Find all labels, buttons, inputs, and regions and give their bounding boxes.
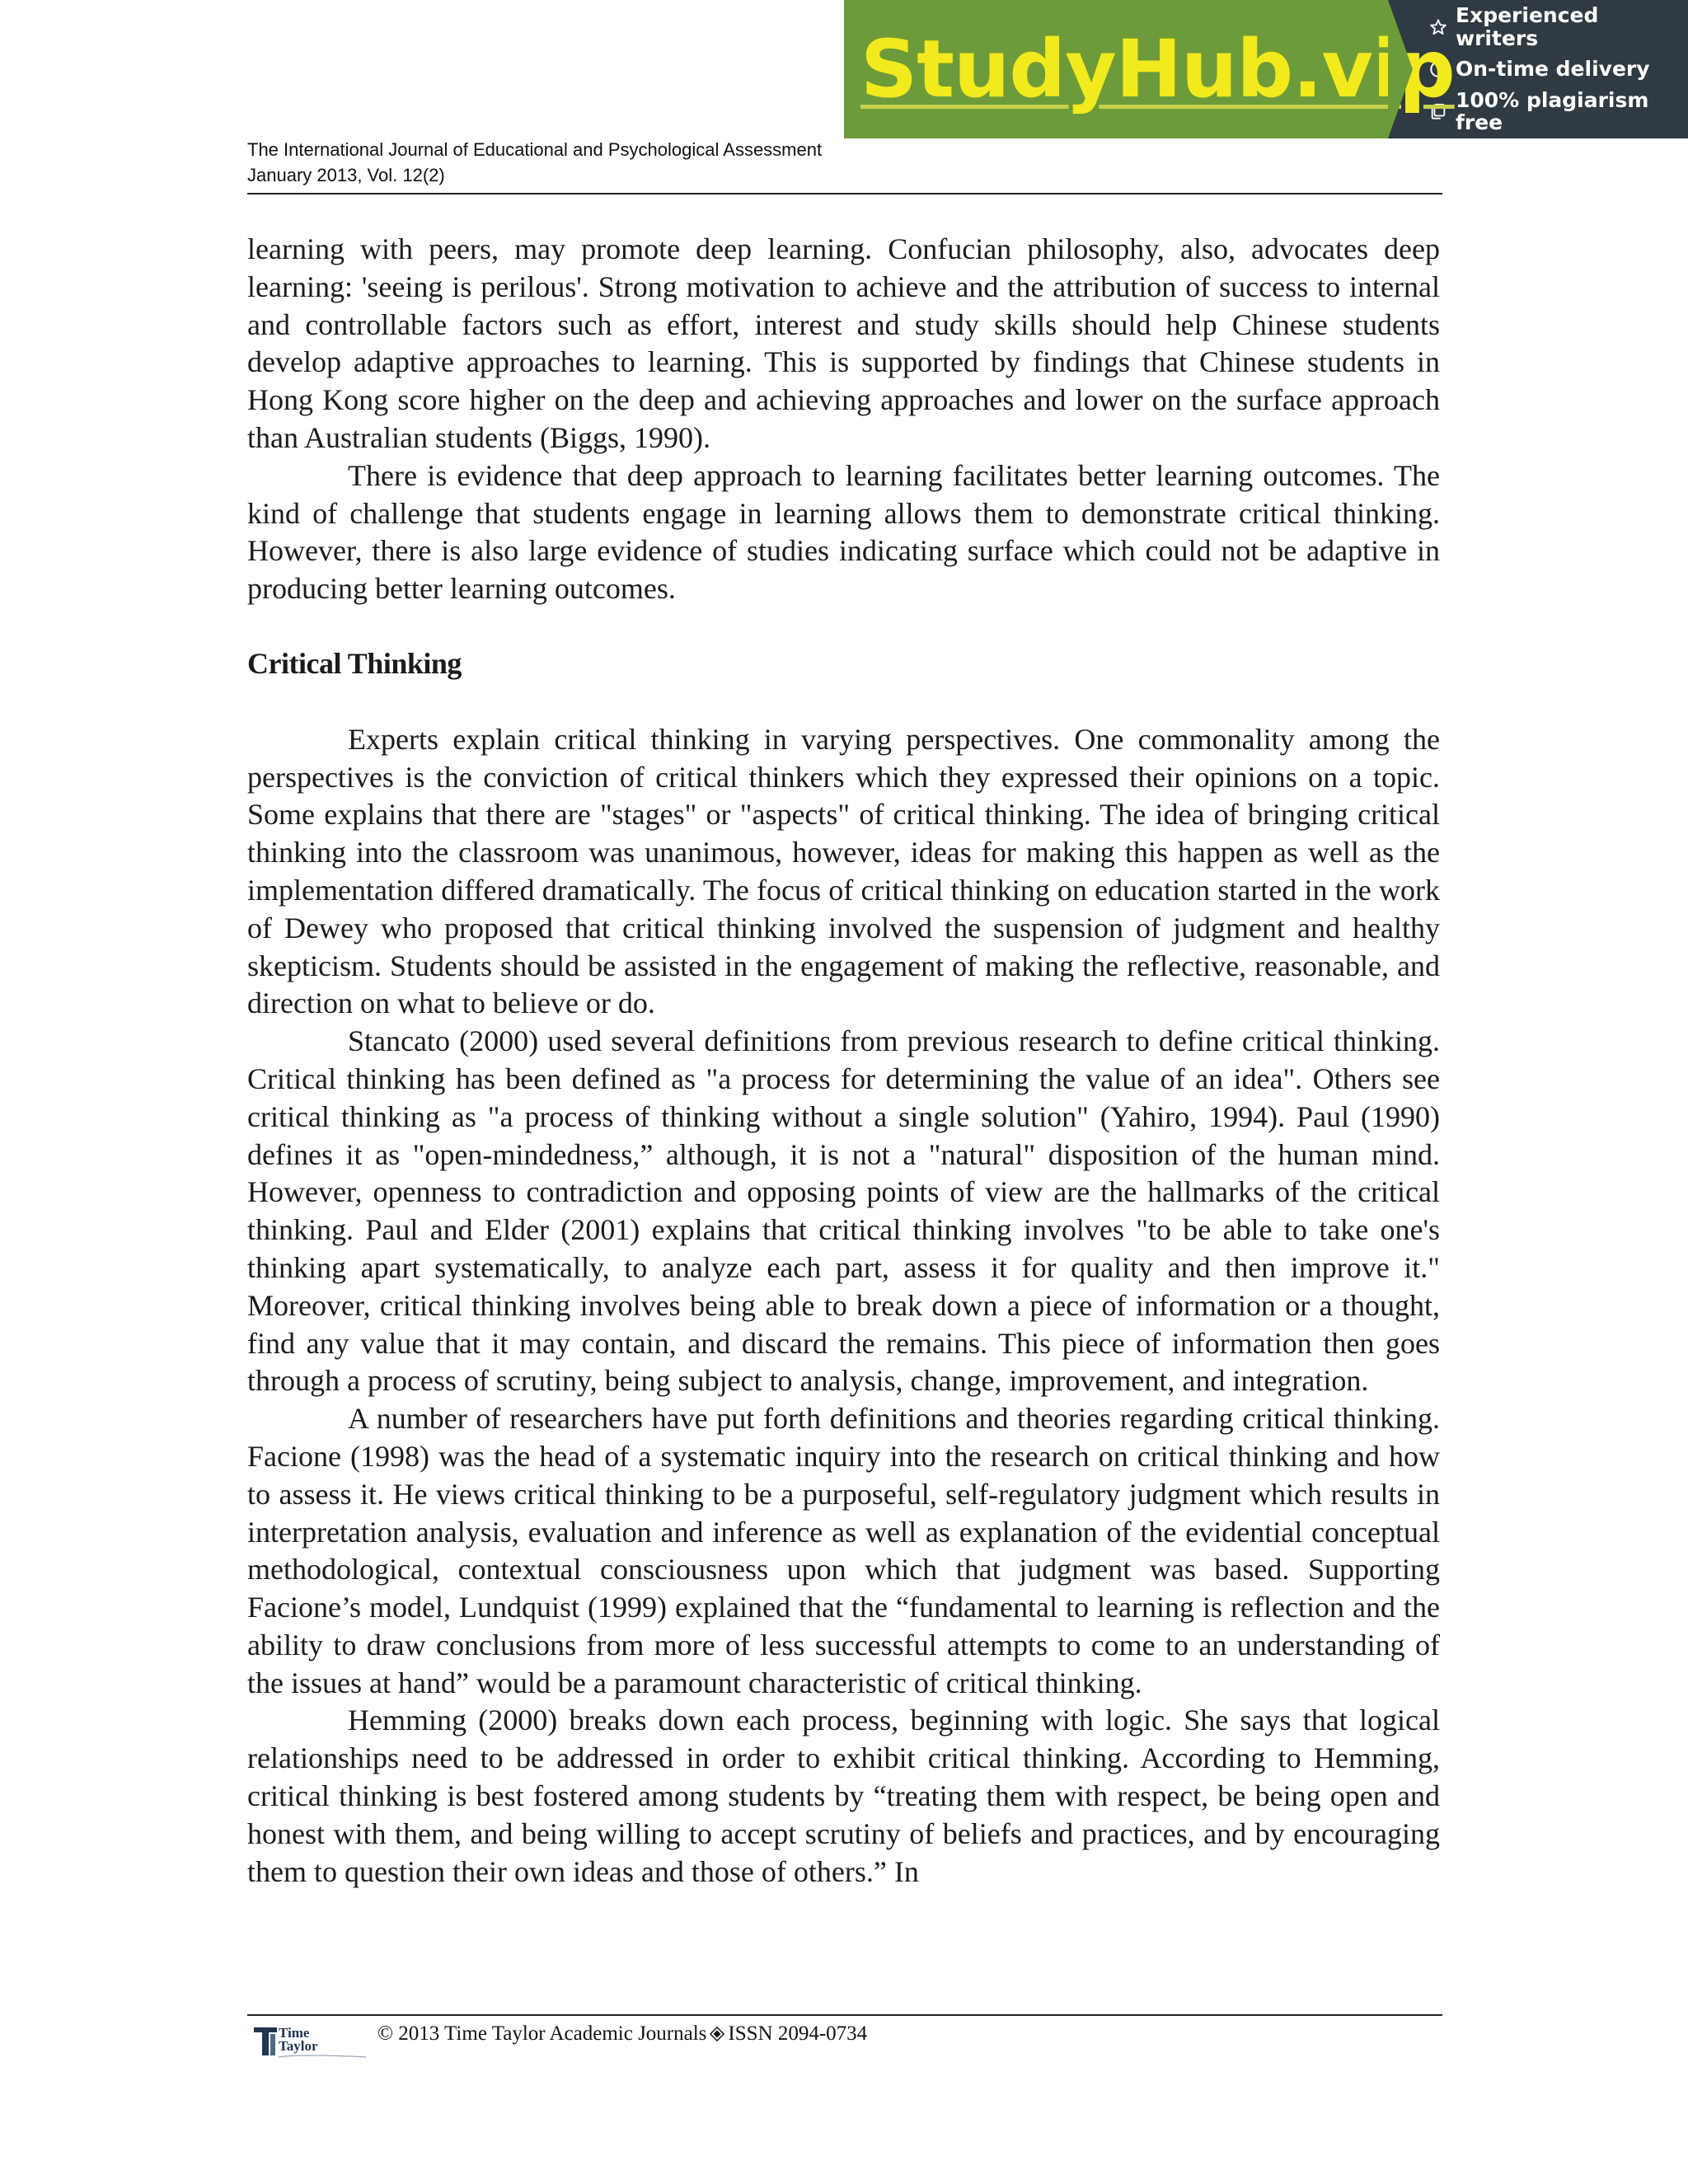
copyright-text: © 2013 Time Taylor Academic Journals	[377, 2022, 707, 2045]
feature-on-time-delivery	[1429, 58, 1688, 81]
header-divider	[247, 193, 1442, 194]
logo-word-time: Time	[279, 2025, 310, 2041]
studyhub-logo-text: StudyHub.vip	[860, 23, 1455, 115]
paragraph: learning with peers, may promote deep learning. Confucian philosophy, also, advocates deep learning: 'seeing is perilous'. Strong motivation to achieve and the attribution of success to internal and controllable factors such as effort, interest and study skills should help Chinese students develop adaptive approaches to learning. This is supported by findings that Chinese students in Hong Kong score higher on the deep and achieving approaches and lower on the surface approach than Australian students (Biggs, 1990).	[247, 232, 1440, 454]
footer-divider	[247, 2014, 1442, 2016]
journal-title: The International Journal of Educational and Psychological Assessment	[247, 139, 823, 160]
feature-label: Experienced writers	[1456, 3, 1599, 50]
issn-text: ISSN 2094-0734	[728, 2022, 868, 2045]
studyhub-banner[interactable]	[844, 0, 1688, 138]
feature-plagiarism-free	[1429, 89, 1688, 134]
time-taylor-logo-icon	[252, 2021, 368, 2062]
paragraph: Stancato (2000) used several definitions from previous research to define critical thinking. Critical thinking has been defined as "a process for determining the value of an idea". Others see critical thinking as "a process of thinking without a single solution" (Yahiro, 1994). Paul (1990) defines it as "open-mindedness,” although, it is not a "natural" disposition of the human mind. However, openness to contradiction and opposing points of view are the hallmarks of the critical thinking. Paul and Elder (2001) explains that critical thinking involves "to be able to take one's thinking apart systematically, to analyze each part, assess it for quality and then improve it." Moreover, critical thinking involves being able to break down a piece of information or a thought, find any value that it may contain, and discard the remains. This piece of information then goes through a process of scrutiny, being subject to analysis, change, improvement, and integration.	[247, 1024, 1440, 1398]
footer-text	[377, 2022, 867, 2046]
paragraph: There is evidence that deep approach to learning facilitates better learning outcomes. The kind of challenge that students engage in learning allows them to demonstrate critical thinking. However, there is also large evidence of studies indicating surface which could not be adaptive in producing better learning outcomes.	[247, 458, 1440, 606]
logo-word-taylor: Taylor	[279, 2038, 318, 2054]
paragraph: Hemming (2000) breaks down each process, beginning with logic. She says that logical relationships need to be addressed in order to exhibit critical thinking. According to Hemming, critical thinking is best fostered among students by “treating them with respect, be being open and honest with them, and being willing to accept scrutiny of beliefs and practices, and by encouraging them to question their own ideas and those of others.” In	[247, 1704, 1440, 1888]
feature-label: 100% plagiarism free	[1456, 87, 1649, 135]
feature-label: On-time delivery	[1456, 57, 1650, 82]
section-heading: Critical Thinking	[247, 646, 462, 680]
paragraph: Experts explain critical thinking in varying perspectives. One commonality among the perspectives is the conviction of critical thinkers which they expressed their opinions on a topic. Some explains that there are "stages" or "aspects" of critical thinking. The idea of bringing critical thinking into the classroom was unanimous, however, ideas for making this happen as well as the implementation differed dramatically. The focus of critical thinking on education started in the work of Dewey who proposed that critical thinking involved the suspension of judgment and healthy skepticism. Students should be assisted in the engagement of making the reflective, reasonable, and direction on what to believe or do.	[247, 722, 1440, 1020]
article-body	[247, 231, 1440, 1891]
journal-header	[247, 137, 1442, 188]
studyhub-logo[interactable]	[844, 0, 1455, 138]
paragraph: A number of researchers have put forth definitions and theories regarding critical thinking. Facione (1998) was the head of a systematic inquiry into the research on critical thinking and how to assess it. He views critical thinking to be a purposeful, self-regulatory judgment which results in interpretation analysis, evaluation and inference as well as explanation of the evidential conceptual methodological, contextual consciousness upon which that judgment was based. Supporting Facione’s model, Lundquist (1999) explained that the “fundamental to learning is reflection and the ability to draw conclusions from more of less successful attempts to come to an understanding of the issues at hand” would be a paramount characteristic of critical thinking.	[247, 1402, 1440, 1699]
journal-issue: January 2013, Vol. 12(2)	[247, 165, 445, 185]
feature-experienced-writers	[1429, 4, 1688, 49]
diamond-icon	[710, 2027, 724, 2041]
